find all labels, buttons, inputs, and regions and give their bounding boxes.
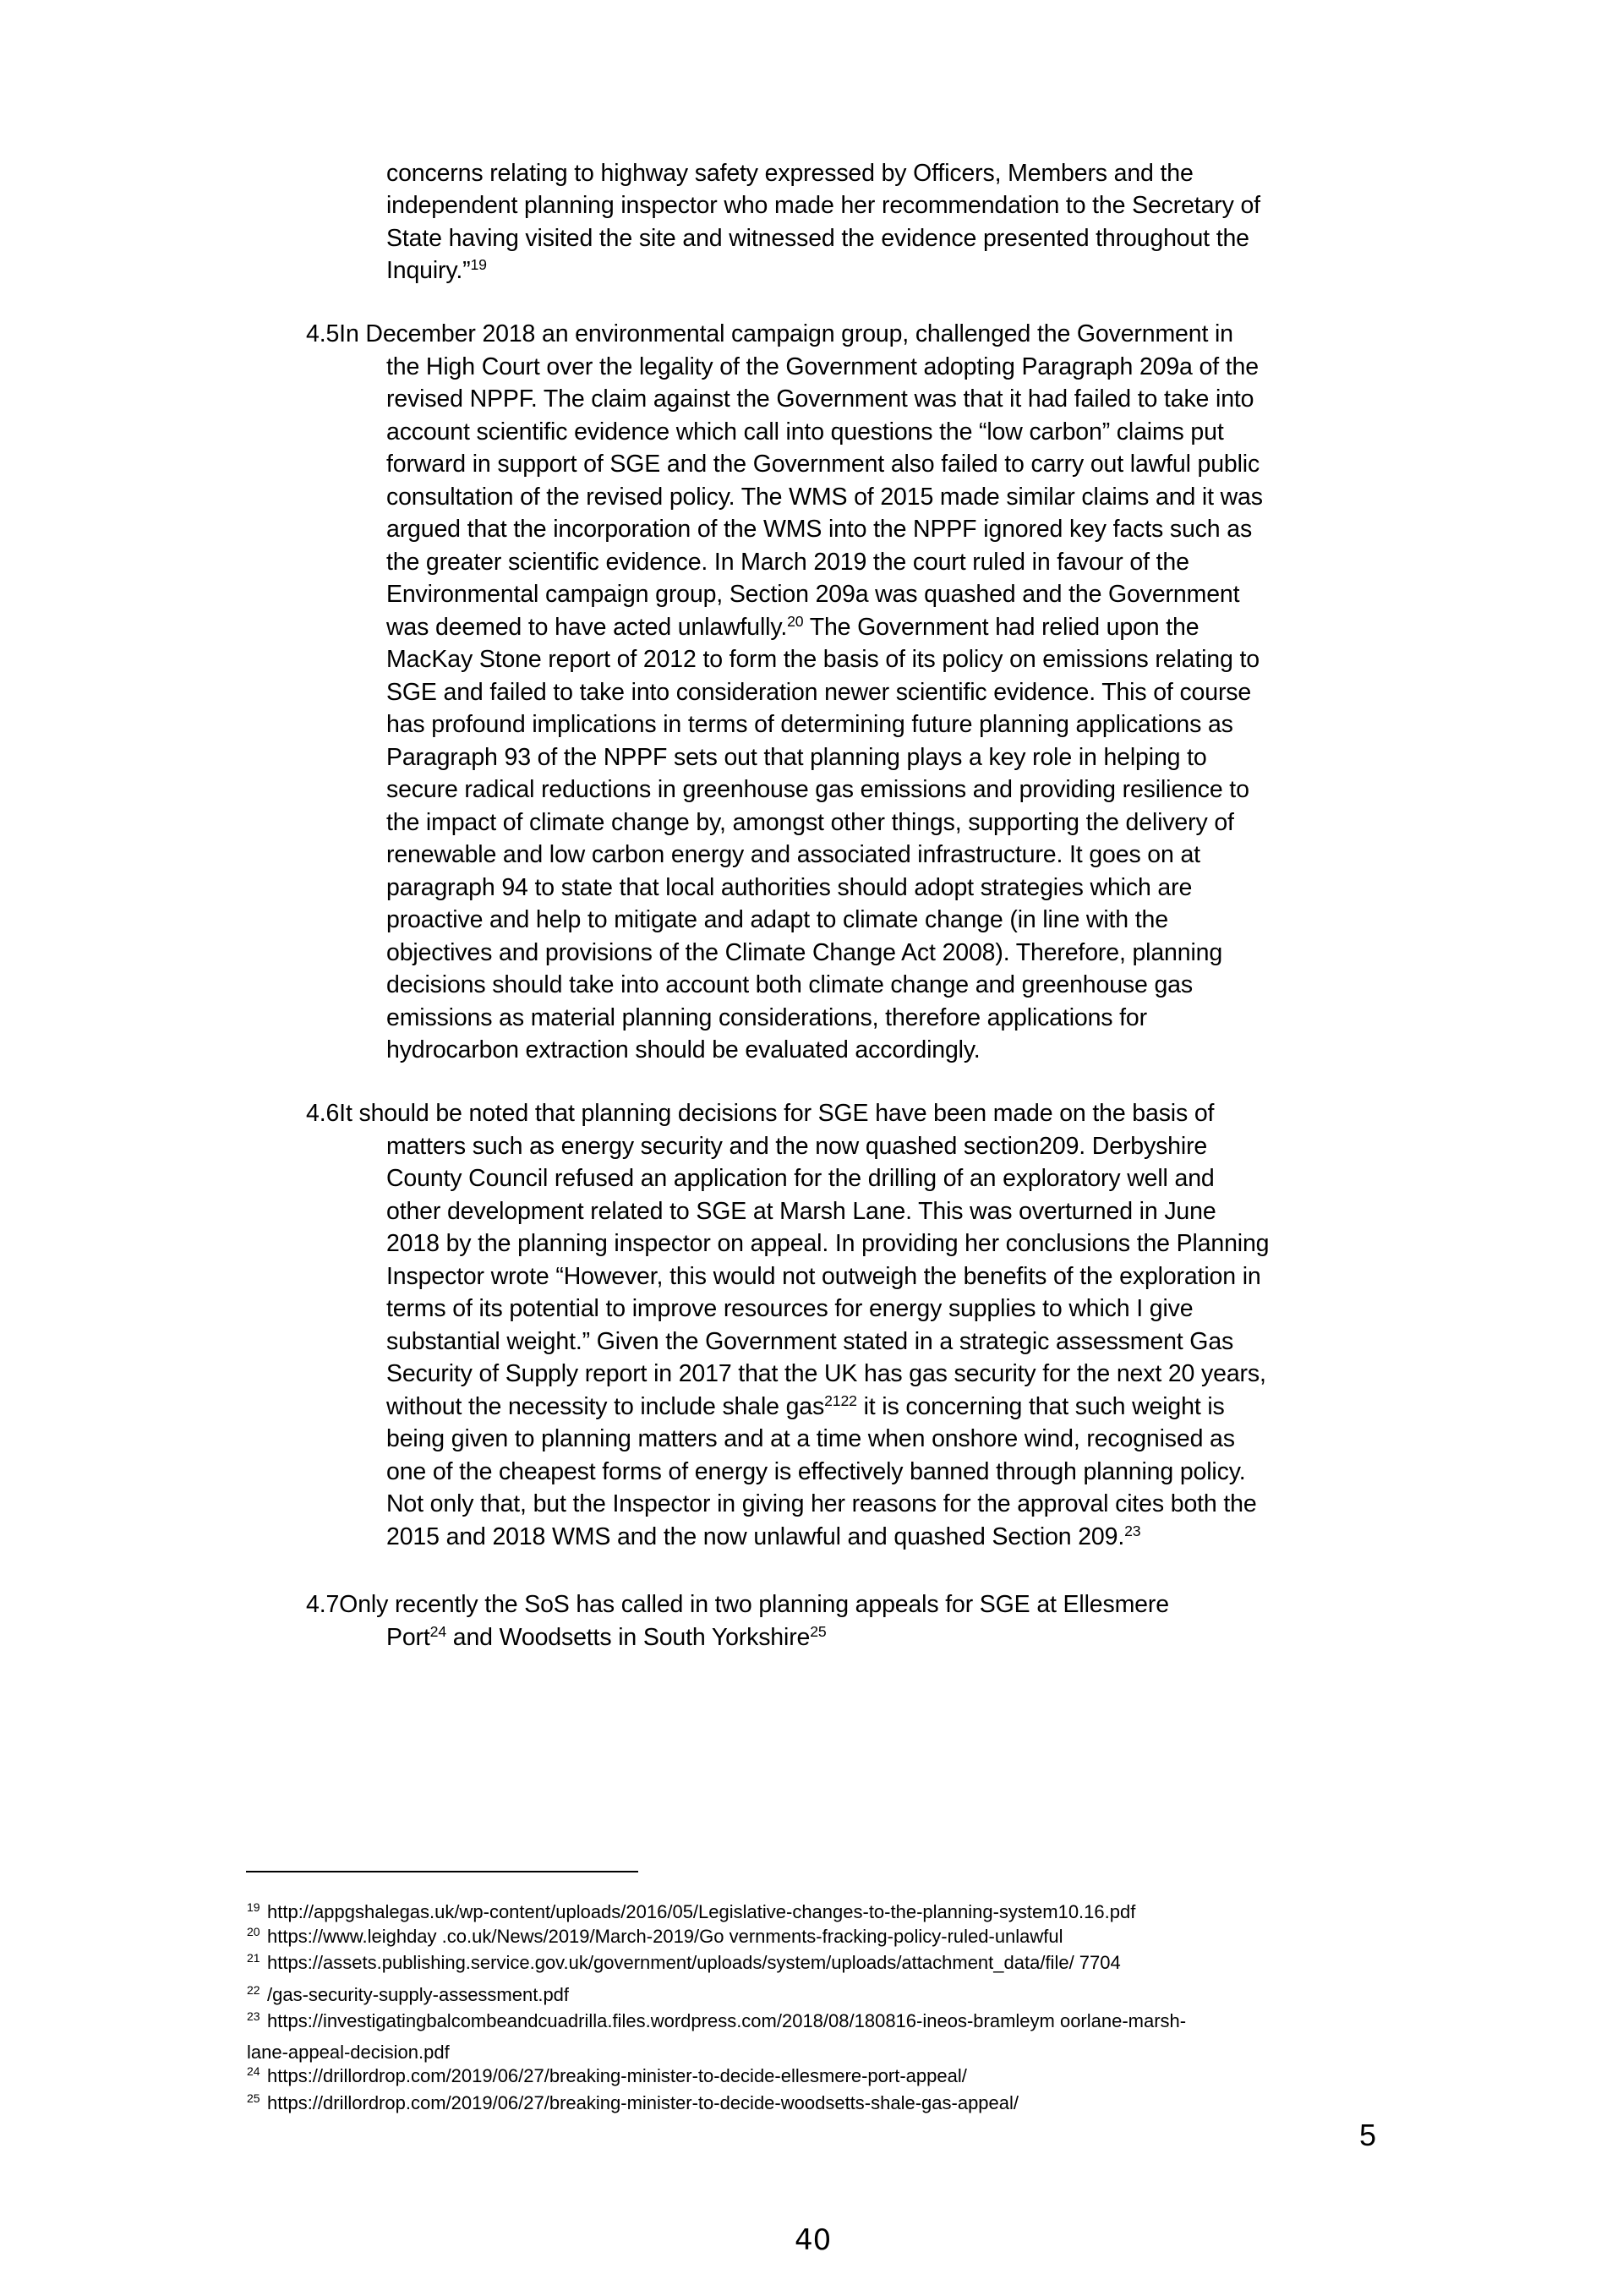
- text-line: [386, 1391, 1225, 1423]
- text-line: [386, 774, 1249, 806]
- text-line: [386, 1195, 1216, 1227]
- paragraph-number: 4.7: [306, 1591, 340, 1618]
- text-line: [386, 351, 1259, 383]
- text-fragment: consultation of the revised policy. The WMS of 2015 made similar claims and it was: [386, 483, 1263, 511]
- text-fragment: argued that the incorporation of the WMS into the NPPF ignored key facts such as: [386, 516, 1253, 543]
- text-line: [386, 383, 1254, 415]
- footnote-25: [247, 2091, 1019, 2116]
- text-fragment: revised NPPF. The claim against the Government was that it had failed to take into: [386, 385, 1254, 413]
- footnote-ref-25[interactable]: 25: [810, 1622, 827, 1640]
- text-fragment: 2015 and 2018 WMS and the now unlawful and quashed Section 209.: [386, 1522, 1125, 1550]
- footnote-24: [247, 2064, 967, 2089]
- footnote-22: [247, 1982, 569, 2008]
- text-fragment: being given to planning matters and at a time when onshore wind, recognised as: [386, 1425, 1235, 1452]
- text-fragment: objectives and provisions of the Climate Change Act 2008). Therefore, planning: [386, 938, 1223, 966]
- text-fragment: It should be noted that planning decisions for SGE have been made on the basis of: [339, 1100, 1215, 1127]
- text-fragment: County Council refused an application for the drilling of an exploratory well and: [386, 1165, 1215, 1192]
- footnote-ref-2122[interactable]: 2122: [824, 1391, 857, 1409]
- footnote-number: 25: [247, 2091, 260, 2105]
- footnote-link[interactable]: https://assets.publishing.service.gov.uk/government/uploads/system/uploads/attachment_data/file/ 7704: [267, 1952, 1121, 1973]
- text-line: [386, 481, 1263, 513]
- text-line: [386, 1162, 1215, 1194]
- footnote-ref-24[interactable]: 24: [429, 1622, 447, 1640]
- footnote-21: [247, 1950, 1121, 1976]
- text-fragment: other development related to SGE at Marsh Lane. This was overturned in June: [386, 1197, 1216, 1225]
- text-line: [306, 1097, 1214, 1129]
- text-line: [386, 611, 1199, 643]
- text-fragment: MacKay Stone report of 2012 to form the basis of its policy on emissions relating to: [386, 646, 1260, 673]
- text-line: [386, 1034, 981, 1066]
- text-fragment: secure radical reductions in greenhouse gas emissions and providing resilience to: [386, 776, 1249, 803]
- text-fragment: it is concerning that such weight is: [856, 1392, 1225, 1420]
- text-fragment: 2018 by the planning inspector on appeal. In providing her conclusions the Planning: [386, 1230, 1270, 1257]
- text-line: [306, 318, 1233, 350]
- text-fragment: emissions as material planning considerations, therefore applications for: [386, 1003, 1147, 1031]
- text-line: [386, 1423, 1235, 1455]
- text-line: [386, 1130, 1207, 1162]
- text-fragment: renewable and low carbon energy and associated infrastructure. It goes on at: [386, 841, 1200, 868]
- text-fragment: one of the cheapest forms of energy is effectively banned through planning policy.: [386, 1457, 1246, 1485]
- text-fragment: decisions should take into account both climate change and greenhouse gas: [386, 971, 1193, 998]
- text-line: [386, 1326, 1233, 1358]
- text-line: concerns relating to highway safety expressed by Officers, Members and the: [386, 160, 1194, 187]
- text-fragment: Paragraph 93 of the NPPF sets out that planning plays a key role in helping to: [386, 743, 1207, 771]
- text-line: [386, 1293, 1193, 1325]
- footnote-number: 19: [247, 1900, 260, 1914]
- text-fragment: without the necessity to include shale gas: [386, 1392, 825, 1420]
- text-line: State having visited the site and witnessed the evidence presented throughout the: [386, 225, 1249, 252]
- text-line: [386, 1358, 1266, 1390]
- text-line: [386, 643, 1260, 675]
- text-fragment: the greater scientific evidence. In March 2019 the court ruled in favour of the: [386, 548, 1189, 576]
- text-line: [386, 708, 1233, 741]
- footnote-link[interactable]: https://www.leighday .co.uk/News/2019/March-2019/Go vernments-fracking-policy-ruled-unlawful: [267, 1926, 1063, 1947]
- paragraph-number: 4.6: [306, 1100, 340, 1127]
- text-fragment: Port: [386, 1623, 430, 1651]
- text-fragment: forward in support of SGE and the Government also failed to carry out lawful public: [386, 451, 1260, 478]
- text-fragment: Inspector wrote “However, this would not outweigh the benefits of the exploration in: [386, 1262, 1261, 1290]
- text-fragment: hydrocarbon extraction should be evaluated accordingly.: [386, 1036, 981, 1063]
- footnote-ref-20[interactable]: 20: [787, 612, 804, 630]
- text-fragment: Inquiry.”: [386, 257, 471, 284]
- text-line: [386, 1260, 1261, 1293]
- text-fragment: paragraph 94 to state that local authorities should adopt strategies which are: [386, 873, 1193, 901]
- footnote-link[interactable]: https://drillordrop.com/2019/06/27/breaking-minister-to-decide-ellesmere-port-appeal/: [267, 2065, 967, 2086]
- text-fragment: was deemed to have acted unlawfully.: [386, 613, 788, 641]
- text-fragment: the impact of climate change by, amongst other things, supporting the delivery of: [386, 808, 1234, 836]
- text-fragment: substantial weight.” Given the Government stated in a strategic assessment Gas: [386, 1327, 1234, 1355]
- text-line: [386, 839, 1200, 871]
- text-line: [386, 741, 1207, 774]
- text-fragment: In December 2018 an environmental campaign group, challenged the Government in: [339, 320, 1233, 347]
- text-fragment: account scientific evidence which call into questions the “low carbon” claims put: [386, 418, 1224, 446]
- text-line: [386, 1521, 1140, 1553]
- footnote-number: 20: [247, 1925, 260, 1938]
- text-line: [386, 1456, 1245, 1488]
- text-fragment: proactive and help to mitigate and adapt to climate change (in line with the: [386, 906, 1168, 933]
- text-fragment: the High Court over the legality of the Government adopting Paragraph 209a of the: [386, 353, 1259, 380]
- text-fragment: has profound implications in terms of determining future planning applications as: [386, 711, 1233, 738]
- text-line: [386, 448, 1260, 480]
- footnote-ref-19[interactable]: 19: [470, 256, 487, 274]
- paragraph-number: 4.5: [306, 320, 340, 347]
- text-fragment: Only recently the SoS has called in two planning appeals for SGE at Ellesmere: [339, 1591, 1169, 1618]
- footnote-number: 21: [247, 1951, 260, 1965]
- footnote-separator: [246, 1871, 638, 1872]
- text-line: [386, 578, 1239, 610]
- text-line: [386, 969, 1193, 1001]
- text-line: [386, 937, 1222, 969]
- text-fragment: Not only that, but the Inspector in giving her reasons for the approval cites both the: [386, 1490, 1257, 1517]
- text-line: [386, 546, 1189, 578]
- footnote-19: [247, 1900, 1135, 1925]
- text-line: [386, 1621, 827, 1654]
- footnote-link[interactable]: https://investigatingbalcombeandcuadrilla.files.wordpress.com/2018/08/180816-ineos-bramleym oorlane-marsh-: [267, 2010, 1187, 2031]
- text-line: [386, 904, 1168, 936]
- text-fragment: The Government had relied upon the: [803, 613, 1199, 641]
- footnote-23: [247, 2009, 1186, 2034]
- footnote-number: 24: [247, 2064, 260, 2078]
- page-number: 40: [795, 2223, 832, 2257]
- text-line: [386, 872, 1192, 904]
- text-line: [386, 1002, 1147, 1034]
- footnote-link[interactable]: /gas-security-supply-assessment.pdf: [267, 1984, 570, 2005]
- text-fragment: Environmental campaign group, Section 209a was quashed and the Government: [386, 581, 1240, 608]
- text-fragment: terms of its potential to improve resources for energy supplies to which I give: [386, 1295, 1194, 1322]
- footnote-20: [247, 1924, 1063, 1949]
- text-fragment: Security of Supply report in 2017 that the UK has gas security for the next 20 years,: [386, 1360, 1266, 1387]
- text-fragment: and Woodsetts in South Yorkshire: [446, 1623, 811, 1651]
- footnote-link[interactable]: http://appgshalegas.uk/wp-content/uploads/2016/05/Legislative-changes-to-the-planning-system10.16.pdf: [267, 1901, 1136, 1922]
- text-fragment: SGE and failed to take into consideration newer scientific evidence. This of course: [386, 678, 1252, 706]
- text-fragment: matters such as energy security and the now quashed section209. Derbyshire: [386, 1132, 1208, 1160]
- text-line: [306, 1588, 1169, 1621]
- text-line: [386, 1488, 1257, 1520]
- text-line: [386, 676, 1251, 708]
- section-page-number: 5: [1359, 2118, 1377, 2152]
- text-line: [386, 416, 1224, 448]
- footnote-link[interactable]: https://drillordrop.com/2019/06/27/breaking-minister-to-decide-woodsetts-shale-gas-appeal/: [267, 2092, 1019, 2113]
- footnote-ref-23[interactable]: 23: [1124, 1522, 1141, 1539]
- footnote-number: 23: [247, 2009, 260, 2023]
- text-line: [386, 806, 1234, 839]
- text-line: [386, 1227, 1269, 1260]
- footnote-number: 22: [247, 1983, 260, 1997]
- text-line: [386, 254, 487, 287]
- text-line: independent planning inspector who made her recommendation to the Secretary of: [386, 192, 1260, 219]
- text-line: [386, 513, 1252, 545]
- footnote-23-continuation[interactable]: lane-appeal-decision.pdf: [247, 2042, 450, 2063]
